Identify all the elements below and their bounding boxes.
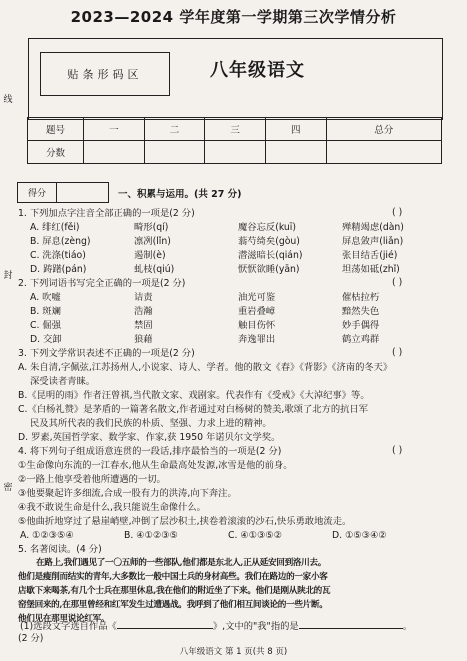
q3-line: A. 朱自清,字佩弦,江苏扬州人,小说家、诗人、学者。他的散文《春》《背影》《济南的冬天》 xyxy=(18,362,393,373)
exam-title: 2023—2024 学年度第一学期第三次学情分析 xyxy=(70,8,397,26)
q4-sentence: ④我不敢说生命是什么,我只能说生命像什么。 xyxy=(18,502,206,513)
score-input[interactable] xyxy=(84,141,145,164)
q1-option: 潜滋暗长(qián) xyxy=(238,250,303,261)
q2-option: 催枯拉朽 xyxy=(342,292,380,303)
q1-option: 虬枝(qiú) xyxy=(134,264,175,275)
q4-answer-bracket[interactable]: ( ) xyxy=(392,445,403,456)
q1-option: 张目结舌(jié) xyxy=(342,250,398,261)
q3-line: 民及其所代表的我们民族的朴质、坚强、力求上进的精神。 xyxy=(30,418,272,429)
q5-sub1-end: 。 xyxy=(402,621,413,632)
score-cell: 二 xyxy=(144,118,205,141)
q5-stem: 5. 名著阅读。(4 分) xyxy=(18,544,102,555)
score-cell: 分数 xyxy=(28,141,84,164)
section-heading: 一、积累与运用。(共 27 分) xyxy=(118,189,242,200)
q5-sub1-text: (1)选段文字选自作品《 xyxy=(20,621,117,632)
q4-option: D. ①⑤③④② xyxy=(332,530,387,541)
q4-options xyxy=(20,529,440,542)
q4-stem: 4. 将下列句子组成语意连贯的一段话,排序最恰当的一项是(2 分) xyxy=(18,446,282,457)
q1-option: 魔谷忘反(kuī) xyxy=(238,222,297,233)
q2-option: 浩瀚 xyxy=(134,306,153,317)
q2-option: 狼藉 xyxy=(134,334,153,345)
q2-row-d xyxy=(30,333,450,346)
q2-option: A. 吹嘘 xyxy=(30,292,61,303)
subject-title: 八年级语文 xyxy=(210,60,305,81)
q3-line: D. 罗素,英国哲学家、数学家、作家,获 1950 年诺贝尔文学奖。 xyxy=(18,432,281,443)
q1-option: 恹恹欲睡(yān) xyxy=(238,264,300,275)
q5-sub1-score: (2 分) xyxy=(18,633,44,644)
q1-option: 畸形(qí) xyxy=(134,222,169,233)
score-table-header-row xyxy=(28,118,442,141)
q4-option: C. ④①③⑤② xyxy=(228,530,283,541)
q4-sentence: ②一路上他享受着他所遭遇的一切。 xyxy=(18,474,166,485)
q3-line: B.《昆明的雨》作者汪曾祺,当代散文家、戏剧家。代表作有《受戒》《大淖纪事》等。 xyxy=(18,390,370,401)
score-input[interactable] xyxy=(265,141,326,164)
q2-row-b xyxy=(30,305,450,318)
q2-option: 黯然失色 xyxy=(342,306,380,317)
q1-option: C. 洗涤(tiáo) xyxy=(30,250,86,261)
q2-option: C. 倔强 xyxy=(30,320,61,331)
q1-row-b xyxy=(30,235,450,248)
q2-option: 油光可鉴 xyxy=(238,292,276,303)
score-input[interactable] xyxy=(326,141,441,164)
q2-option: 禁固 xyxy=(134,320,153,331)
q1-option: 殚精竭虑(dàn) xyxy=(342,222,404,233)
q1-row-c xyxy=(30,249,450,262)
q1-option: D. 踌躇(pán) xyxy=(30,264,87,275)
q2-row-a xyxy=(30,291,450,304)
q5-sub1-mid: 》,文中的"我"指的是 xyxy=(212,621,299,632)
score-cell: 四 xyxy=(265,118,326,141)
page-footer: 八年级语文 第 1 页(共 8 页) xyxy=(179,647,288,657)
barcode-area: 贴条形码区 xyxy=(40,52,170,96)
q2-option: 奔逸罪出 xyxy=(238,334,276,345)
q5-narrator-blank[interactable] xyxy=(299,619,403,629)
q5-passage-line: 窑堡回来的,在那里曾经和红军发生过遭遇战。我呼到了他们相互间谈论的一些片断。 xyxy=(18,600,328,610)
section-score-box xyxy=(17,182,109,203)
score-input[interactable] xyxy=(205,141,266,164)
q2-row-c xyxy=(30,319,450,332)
q5-passage-line: 他们见在那里说论红军。 xyxy=(18,614,110,624)
q1-answer-bracket[interactable]: ( ) xyxy=(392,207,403,218)
q3-answer-bracket[interactable]: ( ) xyxy=(392,347,403,358)
score-cell: 一 xyxy=(84,118,145,141)
q5-book-blank[interactable] xyxy=(117,619,213,629)
q4-sentence: ⑤他曲折地穿过了悬崖峭壁,冲倒了层沙积土,挟卷着滚滚的沙石,快乐勇敢地流走。 xyxy=(18,516,352,527)
q2-option: 鹤立鸡群 xyxy=(342,334,380,345)
score-cell: 总分 xyxy=(326,118,441,141)
section-score-label: 得分 xyxy=(18,183,57,202)
q2-answer-bracket[interactable]: ( ) xyxy=(392,277,403,288)
q3-line: C.《白杨礼赞》是茅盾的一篇著名散文,作者通过对白杨树的赞美,歌颂了北方的抗日军 xyxy=(18,404,369,415)
section-score-input[interactable] xyxy=(57,183,108,202)
score-input[interactable] xyxy=(144,141,205,164)
q1-option: A. 绯红(fěi) xyxy=(30,222,80,233)
q2-option: 妙手偶得 xyxy=(342,320,380,331)
q1-option: B. 屏息(zèng) xyxy=(30,236,91,247)
score-cell: 三 xyxy=(205,118,266,141)
q2-option: 重岩叠嶂 xyxy=(238,306,276,317)
binding-mark-middle: 封 xyxy=(3,271,13,281)
q1-option: 蓊芍绮矣(gòu) xyxy=(238,236,300,247)
q1-option: 坦荡如砥(zhǐ) xyxy=(342,264,400,275)
q4-option: B. ④①②③⑤ xyxy=(124,530,178,541)
q2-stem: 2. 下列词语书写完全正确的一项是(2 分) xyxy=(18,278,186,289)
q4-sentence: ③他要聚起许多细流,合成一股有力的洪涛,向下奔注。 xyxy=(18,488,237,499)
q3-line: 深受读者青睐。 xyxy=(30,376,96,387)
q3-stem: 3. 下列文学常识表述不正确的一项是(2 分) xyxy=(18,348,195,359)
q2-option: 诘责 xyxy=(134,292,153,303)
q5-passage-line: 在路上,我们遇见了一〇五师的一些部队,他们都是东北人,正从延安回到洛川去。 xyxy=(36,558,327,568)
q1-option: 遏制(è) xyxy=(134,250,166,261)
score-table-score-row xyxy=(28,141,442,164)
q1-stem: 1. 下列加点字注音全部正确的一项是(2 分) xyxy=(18,208,195,219)
score-table xyxy=(27,117,442,164)
q2-option: 触目伤怀 xyxy=(238,320,276,331)
q5-passage-line: 他们是瘦削而结实的青年,大多数比一般中国士兵的身材高些。我们在路边的一家小客 xyxy=(18,572,328,582)
q1-row-a xyxy=(30,221,450,234)
binding-mark-top: 线 xyxy=(3,95,13,105)
q5-passage-line: 店歇下来喝茶,有几个士兵在那里休息,我在他们的附近坐了下来。他们是刚从陕北的瓦 xyxy=(18,586,331,596)
score-cell: 题号 xyxy=(28,118,84,141)
q4-option: A. ①②③⑤④ xyxy=(20,530,74,541)
q2-option: D. 交卸 xyxy=(30,334,62,345)
q1-row-d xyxy=(30,263,450,276)
q2-option: B. 斑斓 xyxy=(30,306,61,317)
q5-sub1 xyxy=(20,619,412,633)
q1-option: 屏息敛声(liǎn) xyxy=(342,236,404,247)
q1-option: 凛冽(lǐn) xyxy=(134,236,171,247)
q4-sentence: ①生命像向东流的一江春水,他从生命最高处发源,冰雪是他的前身。 xyxy=(18,460,293,471)
binding-mark-bottom: 密 xyxy=(3,483,13,493)
